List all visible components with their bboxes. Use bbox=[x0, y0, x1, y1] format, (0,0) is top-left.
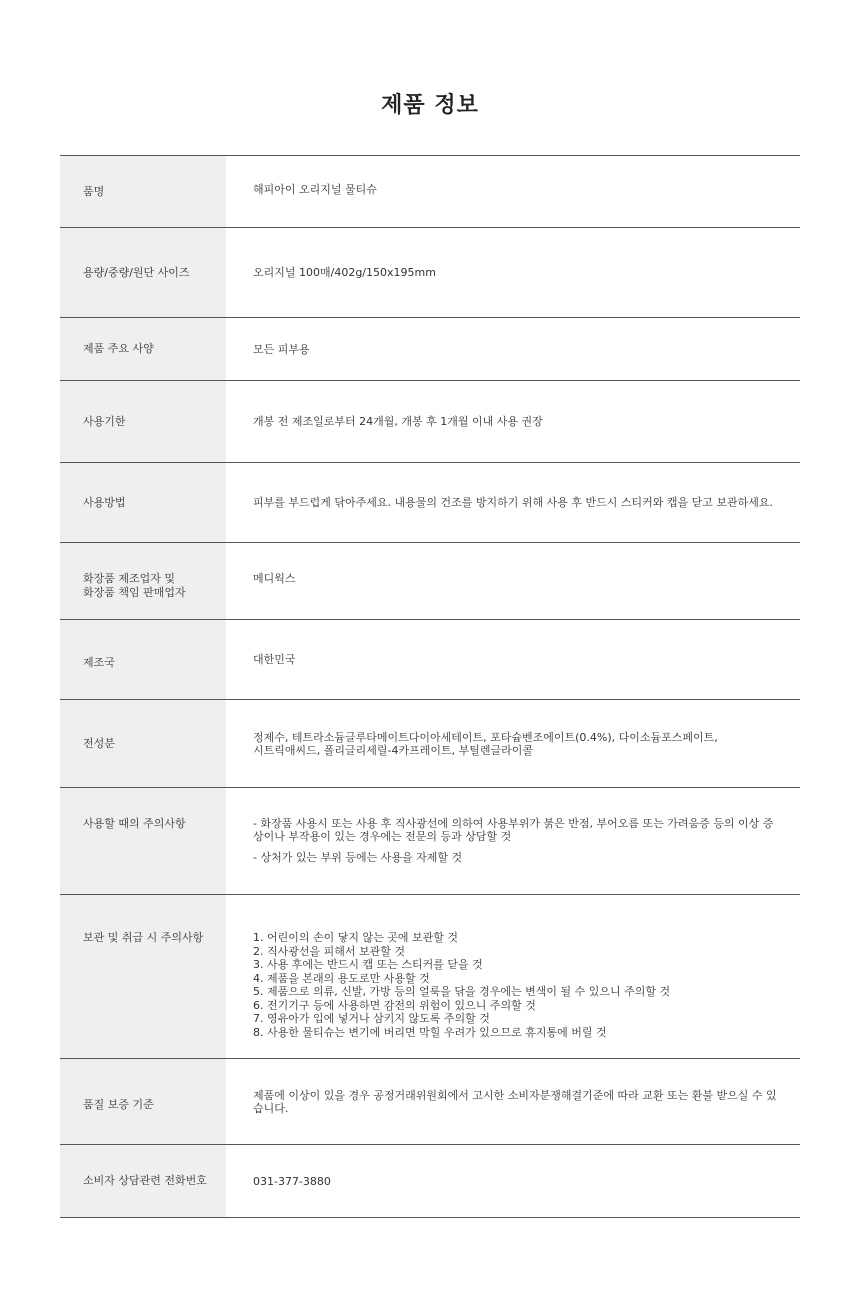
row-value-text: 오리지널 100매/402g/150x195mm bbox=[253, 266, 436, 279]
row-label bbox=[60, 1059, 226, 1144]
row-value-text: 2. 직사광선을 피해서 보관할 것 bbox=[253, 944, 405, 958]
row-value-text: 3. 사용 후에는 반드시 캡 또는 스티커를 닫을 것 bbox=[253, 958, 483, 971]
row-label bbox=[60, 1145, 226, 1217]
row-label bbox=[60, 700, 226, 787]
product-info-table bbox=[60, 155, 800, 1218]
row-label bbox=[60, 620, 226, 699]
row-value-text: 7. 영유아가 입에 넣거나 삼키지 않도록 주의할 것 bbox=[253, 1012, 490, 1025]
row-value bbox=[226, 620, 800, 699]
row-label bbox=[60, 381, 226, 462]
row-value-text: 제품에 이상이 있을 경우 공정거래위원회에서 고시한 소비자분쟁해결기준에 따라 교환 또는 환불 받으실 수 있 bbox=[253, 1088, 777, 1102]
row-value bbox=[226, 228, 800, 317]
row-label bbox=[60, 156, 226, 227]
spacer bbox=[253, 843, 776, 851]
row-value-text: 정제수, 테트라소듐글루타메이트다이아세테이트, 포타슘벤조에이트(0.4%), 다이소듐포스페이트, bbox=[253, 730, 718, 744]
row-value-text: 해피아이 오리지널 물티슈 bbox=[253, 183, 377, 196]
row-value-text: 8. 사용한 물티슈는 변기에 버리면 막힐 우려가 있으므로 휴지통에 버릴 것 bbox=[253, 1025, 607, 1039]
row-label-text: 소비자 상담관련 전화번호 bbox=[83, 1174, 207, 1187]
row-label-text: 용량/중량/원단 사이즈 bbox=[83, 265, 190, 279]
row-value-text: 피부를 부드럽게 닦아주세요. 내용물의 건조를 방지하기 위해 사용 후 반드시 스티커와 캡을 닫고 보관하세요. bbox=[253, 496, 773, 509]
row-value bbox=[226, 543, 800, 619]
row-value-text: 개봉 전 제조일로부터 24개월, 개봉 후 1개월 이내 사용 권장 bbox=[253, 415, 543, 428]
row-value bbox=[226, 156, 800, 227]
row-label-text: 전성분 bbox=[83, 736, 115, 750]
row-label-text: 품명 bbox=[83, 184, 105, 198]
row-label-text: 사용기한 bbox=[83, 414, 126, 428]
table-row-precautions bbox=[60, 788, 800, 895]
page-title: 제품 정보 bbox=[381, 93, 479, 118]
row-value-text: 습니다. bbox=[253, 1101, 289, 1115]
row-value bbox=[226, 381, 800, 462]
table-row-main-spec bbox=[60, 318, 800, 381]
row-value bbox=[226, 1145, 800, 1217]
row-label-text: 품질 보증 기준 bbox=[83, 1097, 154, 1111]
row-label bbox=[60, 543, 226, 619]
row-value bbox=[226, 1059, 801, 1144]
row-value bbox=[226, 700, 800, 787]
row-label bbox=[60, 463, 226, 542]
row-value-text: 모든 피부용 bbox=[253, 342, 310, 356]
table-row-manufacturer bbox=[60, 543, 800, 620]
row-value-text: 대한민국 bbox=[253, 653, 296, 666]
row-value-text: 5. 제품으로 의류, 신발, 가방 등의 얼룩을 닦을 경우에는 변색이 될 수 있으니 주의할 것 bbox=[253, 985, 671, 998]
row-value-text: - 화장품 사용시 또는 사용 후 직사광선에 의하여 사용부위가 붉은 반점, 부어오름 또는 가려움증 등의 이상 증 bbox=[253, 817, 774, 830]
row-label-text: 화장품 책임 판매업자 bbox=[83, 586, 186, 599]
row-value bbox=[226, 895, 800, 1058]
row-label-text: 화장품 제조업자 및 bbox=[83, 572, 176, 585]
row-label-text: 사용할 때의 주의사항 bbox=[83, 817, 186, 830]
row-value-text: - 상처가 있는 부위 등에는 사용을 자제할 것 bbox=[253, 851, 463, 864]
row-value-text: 1. 어린이의 손이 닿지 않는 곳에 보관할 것 bbox=[253, 931, 458, 944]
row-label bbox=[60, 895, 226, 1058]
row-label bbox=[60, 318, 226, 380]
table-row-quality bbox=[60, 1059, 800, 1145]
row-value-text: 시트릭애씨드, 폴리글리세릴-4카프레이트, 부틸렌글라이콜 bbox=[253, 743, 533, 757]
row-value-text: 메디웍스 bbox=[253, 572, 296, 585]
table-row-expiration bbox=[60, 381, 800, 463]
row-label-text: 제조국 bbox=[83, 655, 115, 669]
row-value bbox=[226, 788, 800, 894]
row-value-text: 4. 제품을 본래의 용도로만 사용할 것 bbox=[253, 971, 430, 985]
row-label-text: 제품 주요 사양 bbox=[83, 342, 154, 355]
table-row-capacity bbox=[60, 228, 800, 318]
table-row-phone bbox=[60, 1145, 800, 1218]
row-label bbox=[60, 788, 226, 894]
row-value-text: 상이나 부작용이 있는 경우에는 전문의 등과 상담할 것 bbox=[253, 830, 512, 843]
table-row-ingredients bbox=[60, 700, 800, 788]
table-row-product-name bbox=[60, 156, 800, 228]
table-row-country bbox=[60, 620, 800, 700]
row-value bbox=[226, 318, 800, 380]
table-row-storage bbox=[60, 895, 800, 1059]
row-value-text: 031-377-3880 bbox=[253, 1174, 331, 1188]
row-label-text: 사용방법 bbox=[83, 495, 126, 509]
row-value bbox=[226, 463, 800, 542]
row-label-text: 보관 및 취급 시 주의사항 bbox=[83, 931, 204, 944]
table-row-usage bbox=[60, 463, 800, 543]
row-value-text: 6. 전기기구 등에 사용하면 감전의 위험이 있으니 주의할 것 bbox=[253, 998, 536, 1012]
row-label bbox=[60, 228, 226, 317]
